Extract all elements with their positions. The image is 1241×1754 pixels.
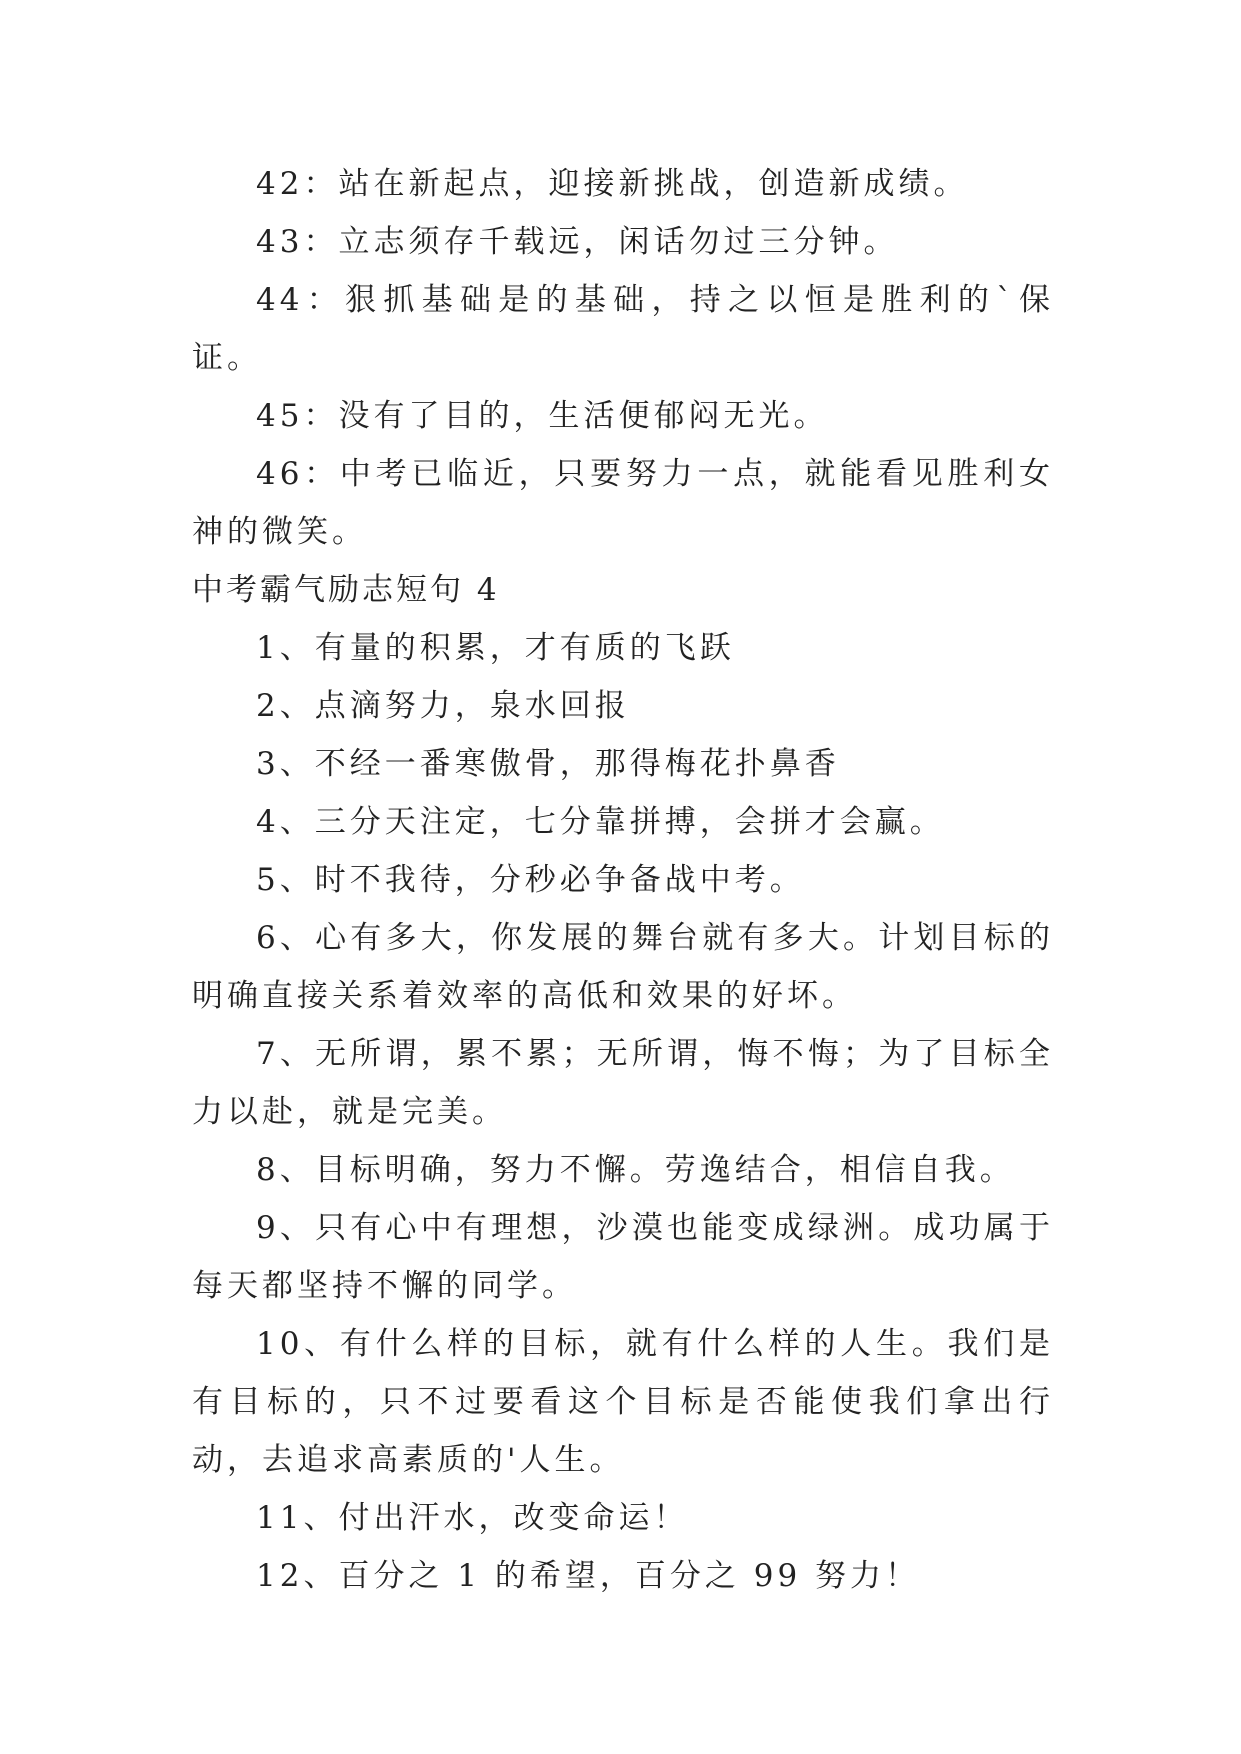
- list-item: 4、三分天注定，七分靠拼搏，会拼才会赢。: [256, 804, 945, 840]
- list-item: 2、点滴努力，泉水回报: [256, 688, 630, 724]
- list-item: 5、时不我待，分秒必争备战中考。: [256, 862, 805, 898]
- list-item: 11、付出汗水，改变命运！: [256, 1500, 689, 1536]
- section-heading: 中考霸气励志短句 4: [192, 572, 500, 608]
- list-item: 3、不经一番寒傲骨，那得梅花扑鼻香: [256, 746, 840, 782]
- list-item: 46：中考已临近，只要努力一点，就能看见胜利女神的微笑。: [192, 456, 1054, 550]
- list-item: 43：立志须存千载远，闲话勿过三分钟。: [256, 224, 899, 260]
- list-item: 1、有量的积累，才有质的飞跃: [256, 630, 735, 666]
- list-item: 8、目标明确，努力不懈。劳逸结合，相信自我。: [256, 1152, 1015, 1188]
- list-item: 9、只有心中有理想，沙漠也能变成绿洲。成功属于每天都坚持不懈的同学。: [192, 1210, 1054, 1304]
- list-item: 10、有什么样的目标，就有什么样的人生。我们是有目标的，只不过要看这个目标是否能使我们拿出行动，去追求高素质的'人生。: [192, 1326, 1054, 1478]
- list-item: 12、百分之 1 的希望，百分之 99 努力！: [256, 1558, 921, 1594]
- list-item: 42：站在新起点，迎接新挑战，创造新成绩。: [256, 166, 969, 202]
- list-item: 6、心有多大，你发展的舞台就有多大。计划目标的明确直接关系着效率的高低和效果的好坏。: [192, 920, 1054, 1014]
- document-body: [192, 155, 1054, 1605]
- list-item: 44：狠抓基础是的基础，持之以恒是胜利的`保证。: [192, 282, 1054, 376]
- list-item: 45：没有了目的，生活便郁闷无光。: [256, 398, 829, 434]
- list-item: 7、无所谓，累不累；无所谓，悔不悔；为了目标全力以赴，就是完美。: [192, 1036, 1054, 1130]
